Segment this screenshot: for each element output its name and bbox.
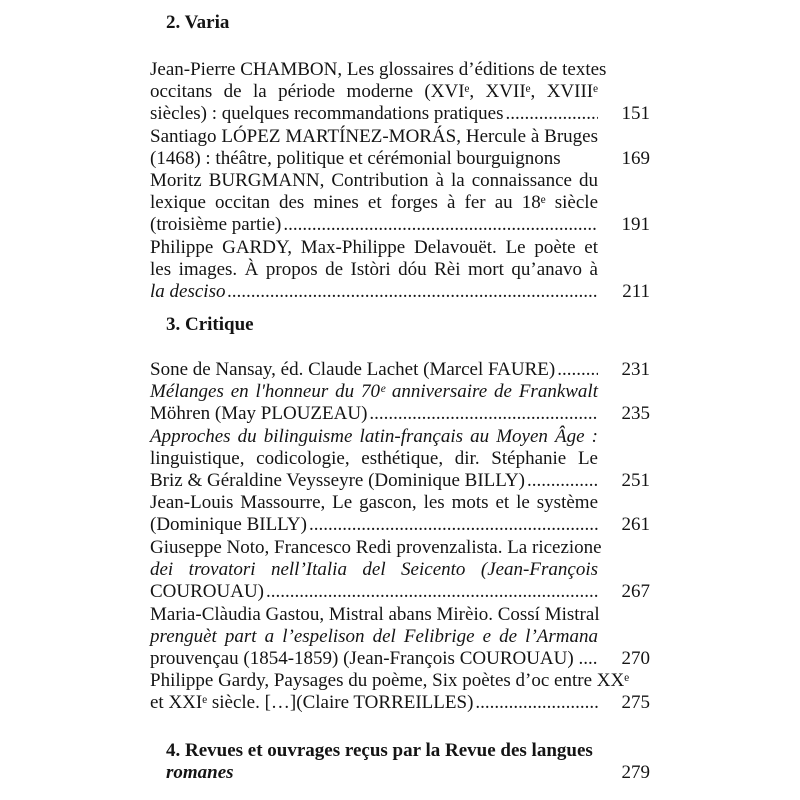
page-number: 267 xyxy=(621,581,650,603)
page-number: 169 xyxy=(621,148,650,170)
entry-line: prouvençau (1854-1859) (Jean-François COUROUAU) .... xyxy=(150,648,598,670)
page-number: 231 xyxy=(621,359,650,380)
entry-line-leader: Briz & Géraldine Veysseyre (Dominique BILLY) ..... xyxy=(150,470,598,492)
entry-line: Jean-Louis Massourre, Le gascon, les mots et le système xyxy=(150,492,598,513)
toc-entry-approches xyxy=(150,426,650,493)
toc-entry-gardy xyxy=(150,237,650,304)
entry-line: (1468) : théâtre, politique et cérémonial bourguignons xyxy=(150,148,561,170)
toc-entry-noto xyxy=(150,537,650,604)
entry-line-leader: Sone de Nansay, éd. Claude Lachet (Marcel FAURE) ..... xyxy=(150,359,598,381)
page-number: 251 xyxy=(621,470,650,492)
toc-entry-melanges xyxy=(150,381,650,425)
page-number: 279 xyxy=(621,762,650,783)
section-heading-varia: 2. Varia xyxy=(166,12,230,33)
section-heading-revues: 4. Revues et ouvrages reçus par la Revue des langues xyxy=(166,740,593,761)
entry-line: Jean-Pierre CHAMBON, Les glossaires d’éditions de textes xyxy=(150,59,607,80)
page-number: 211 xyxy=(622,281,650,303)
section-heading-revues-line2: romanes xyxy=(166,762,234,783)
entry-line: prenguèt part a l’espelison del Felibrige e de l’Armana xyxy=(150,626,598,648)
entry-line: lexique occitan des mines et forges à fer au 18ᵉ siècle xyxy=(150,192,598,214)
entry-line-leader: (troisième partie) ..... xyxy=(150,214,598,236)
entry-line: Maria-Clàudia Gastou, Mistral abans Mirèio. Cossí Mistral xyxy=(150,604,600,625)
entry-line-leader: (Dominique BILLY) ..... xyxy=(150,514,598,536)
entry-line-leader: Möhren (May PLOUZEAU) ..... xyxy=(150,403,598,425)
page-number: 191 xyxy=(621,214,650,236)
page-number: 270 xyxy=(621,648,650,670)
toc-entry-lopez xyxy=(150,126,650,170)
page-number: 261 xyxy=(621,514,650,536)
page-number: 275 xyxy=(621,692,650,714)
entry-line: Philippe Gardy, Paysages du poème, Six poètes d’oc entre XXᵉ xyxy=(150,670,630,691)
entry-line: Philippe GARDY, Max-Philippe Delavouët. Le poète et xyxy=(150,237,598,258)
entry-line: Moritz BURGMANN, Contribution à la connaissance du xyxy=(150,170,598,191)
page-number: 235 xyxy=(621,403,650,425)
toc-entry-sone-de-nansay xyxy=(150,359,650,381)
toc-entry-massourre xyxy=(150,492,650,536)
entry-line-leader: la desciso ..... xyxy=(150,281,598,303)
toc-page xyxy=(150,0,650,800)
entry-line: Santiago LÓPEZ MARTÍNEZ-MORÁS, Hercule à Bruges xyxy=(150,126,598,147)
entry-line: Approches du bilinguisme latin-français au Moyen Âge : xyxy=(150,426,598,447)
entry-line-leader: COUROUAU) ..... xyxy=(150,581,598,603)
entry-line: linguistique, codicologie, esthétique, dir. Stéphanie Le xyxy=(150,448,598,470)
toc-entry-gardy-paysages xyxy=(150,670,650,714)
entry-line-leader: siècles) : quelques recommandations pratiques ..... xyxy=(150,103,598,125)
toc-entry-chambon xyxy=(150,59,650,126)
toc-entry-gastou xyxy=(150,604,650,671)
entry-line: Mélanges en l'honneur du 70ᵉ anniversaire de Frankwalt xyxy=(150,381,598,402)
entry-line: occitans de la période moderne (XVIᵉ, XVIIᵉ, XVIIIᵉ xyxy=(150,81,598,103)
entry-line: Giuseppe Noto, Francesco Redi provenzalista. La ricezione xyxy=(150,537,602,558)
toc-entry-burgmann xyxy=(150,170,650,237)
section-heading-critique: 3. Critique xyxy=(166,314,254,335)
page-number: 151 xyxy=(621,103,650,125)
entry-line: dei trovatori nell’Italia del Seicento (Jean-François xyxy=(150,559,598,581)
entry-line: les images. À propos de Istòri dóu Rèi mort qu’anavo à xyxy=(150,259,598,281)
entry-line-leader: et XXIᵉ siècle. […](Claire TORREILLES) ..... xyxy=(150,692,598,714)
